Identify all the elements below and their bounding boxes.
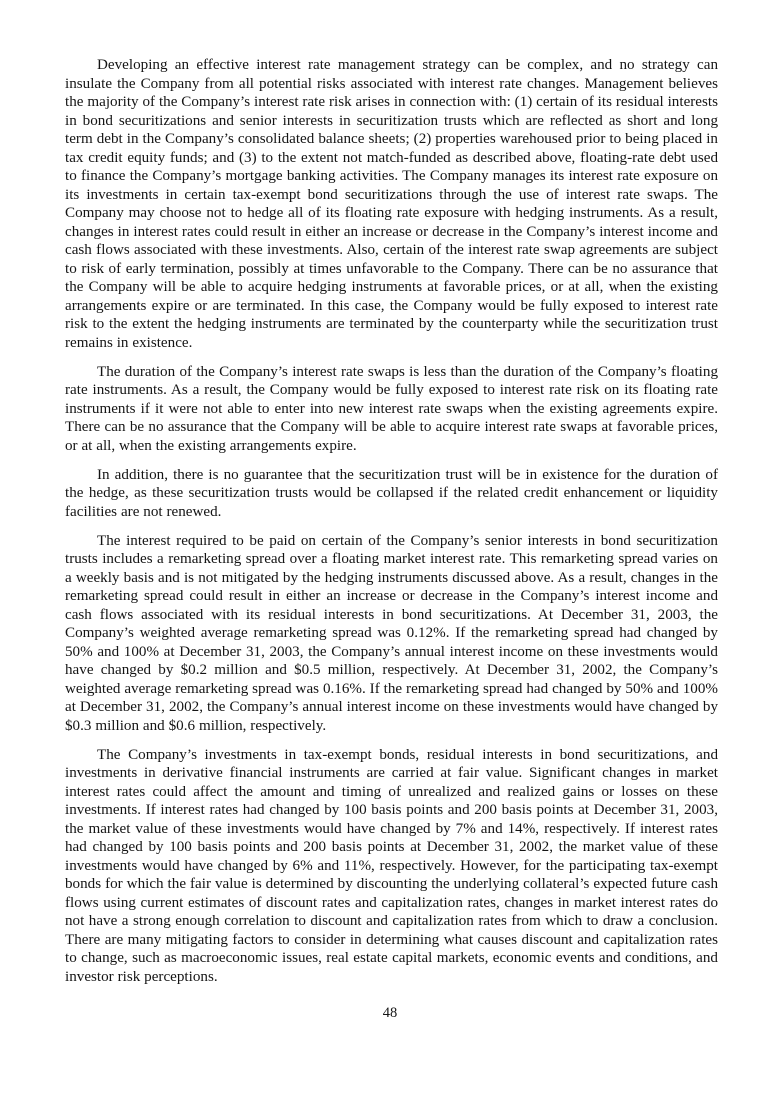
paragraph: The duration of the Company’s interest rate swaps is less than the duration of the Company’s floating rate instruments. As a result, the Company would be fully exposed to interest rate risk on its floating rate instruments if it were not able to enter into new interest rate swaps when the existing agreements expire. There can be no assurance that the Company will be able to acquire interest rate swaps at favorable prices, or at all, when the existing arrangements expire. (65, 363, 718, 454)
paragraph: The interest required to be paid on certain of the Company’s senior interests in bond securitization trusts includes a remarketing spread over a floating market interest rate. This remarketing spread varies on a weekly basis and is not mitigated by the hedging instruments discussed above. As a result, changes in the remarketing spread could result in either an increase or decrease in the Company’s interest income and cash flows associated with its residual interests in bond securitizations. At December 31, 2003, the Company’s weighted average remarketing spread was 0.12%. If the remarketing spread had changed by 50% and 100% at December 31, 2003, the Company’s annual interest income on these investments would have changed by $0.2 million and $0.5 million, respectively. At December 31, 2002, the Company’s weighted average remarketing spread was 0.16%. If the remarketing spread had changed by 50% and 100% at December 31, 2002, the Company’s annual interest income on these investments would have changed by $0.3 million and $0.6 million, respectively. (65, 532, 718, 734)
paragraph: Developing an effective interest rate management strategy can be complex, and no strategy can insulate the Company from all potential risks associated with interest rate changes. Management believes the majority of the Company’s interest rate risk arises in connection with: (1) certain of its residual interests in bond securitizations and senior interests in securitization trusts which are reflected as short and long term debt in the Company’s consolidated balance sheets; (2) properties warehoused prior to being placed in tax credit equity funds; and (3) to the extent not match-funded as described above, floating-rate debt used to finance the Company’s mortgage banking activities. The Company manages its interest rate exposure on its investments in certain tax-exempt bond securitizations through the use of interest rate swaps. The Company may choose not to hedge all of its floating rate exposure with hedging instruments. As a result, changes in interest rates could result in either an increase or decrease in the Company’s interest income and cash flows associated with these investments. Also, certain of the interest rate swap agreements are subject to risk of early termination, possibly at times unfavorable to the Company. There can be no assurance that the Company will be able to acquire hedging instruments at favorable prices, or at all, when the existing arrangements expire or are terminated. In this case, the Company would be fully exposed to interest rate risk to the extent the hedging instruments are terminated by the counterparty while the securitization trust remains in existence. (65, 57, 718, 351)
page-number: 48 (382, 1005, 398, 1021)
paragraph: The Company’s investments in tax-exempt bonds, residual interests in bond securitizations, and investments in derivative financial instruments are carried at fair value. Significant changes in market interest rates could affect the amount and timing of unrealized and realized gains or losses on these investments. If interest rates had changed by 100 basis points and 200 basis points at December 31, 2003, the market value of these investments would have changed by 7% and 14%, respectively. If interest rates had changed by 100 basis points and 200 basis points at December 31, 2002, the market value of these investments would have changed by 6% and 11%, respectively. However, for the participating tax-exempt bonds for which the fair value is determined by discounting the underlying collateral’s expected future cash flows using current estimates of discount rates and capitalization rates, changes in market interest rates do not have a strong enough correlation to discount and capitalization rates from which to draw a conclusion. There are many mitigating factors to consider in determining what causes discount and capitalization rates to change, such as macroeconomic issues, real estate capital markets, economic events and conditions, and investor risk perceptions. (65, 746, 718, 985)
paragraph: In addition, there is no guarantee that the securitization trust will be in existence for the duration of the hedge, as these securitization trusts would be collapsed if the related credit enhancement or liquidity facilities are not renewed. (65, 466, 718, 520)
page-body-text (65, 56, 718, 986)
